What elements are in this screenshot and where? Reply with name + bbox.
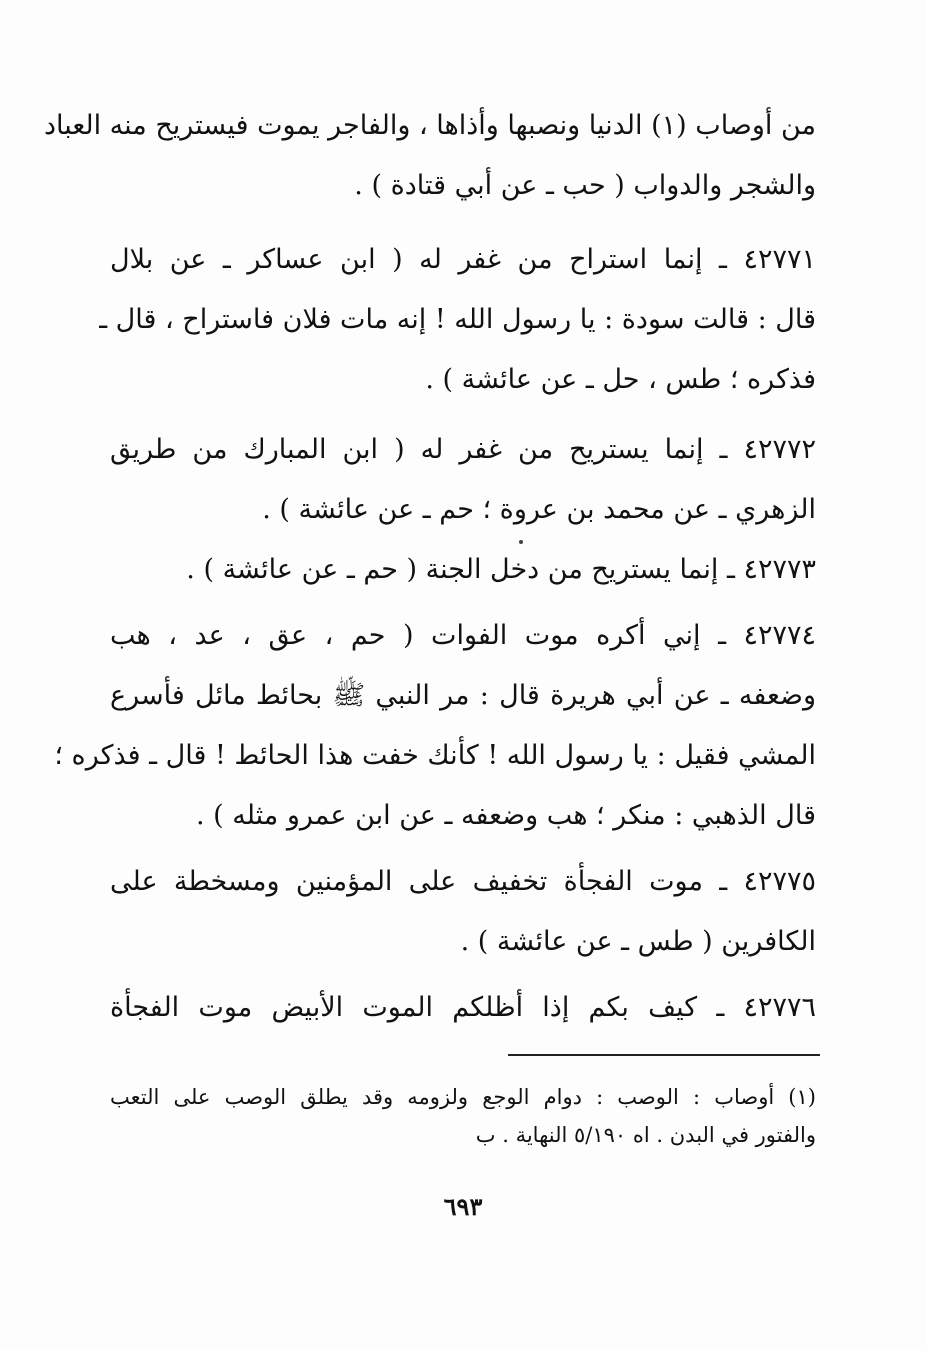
text-line-10: وضعفه ـ عن أبي هريرة قال : مر النبي ﷺ بحائط مائل فأسرع <box>110 680 816 711</box>
hadith-42773 <box>110 540 816 600</box>
footnote-line-2: والفتور في البدن . اه ٥/١٩٠ النهاية . ب <box>475 1123 816 1147</box>
footnote-line-1: (١) أوصاب : الوصب : دوام الوجع ولزومه وقد يطلق الوصب على التعب <box>110 1085 816 1109</box>
hadith-42776 <box>110 978 816 1038</box>
hadith-42775 <box>110 852 816 972</box>
hadith-42774 <box>54 606 816 846</box>
hadith-42771 <box>99 230 816 410</box>
text-line-1: من أوصاب (١) الدنيا ونصبها وأذاها ، والفاجر يموت فيستريح منه العباد <box>43 110 816 141</box>
text-line-15: ٤٢٧٧٦ ـ كيف بكم إذا أظلكم الموت الأبيض موت الفجأة <box>110 992 816 1023</box>
text-line-14: الكافرين ( طس ـ عن عائشة ) . <box>460 926 816 957</box>
hadith-42772 <box>110 420 816 540</box>
footnote <box>110 1078 816 1154</box>
text-line-12: قال الذهبي : منكر ؛ هب وضعفه ـ عن ابن عمرو مثله ) . <box>195 800 816 831</box>
text-line-11: المشي فقيل : يا رسول الله ! كأنك خفت هذا الحائط ! قال ـ فذكره ؛ <box>54 740 816 771</box>
page-number: ٦٩٣ <box>443 1192 483 1221</box>
text-line-9: ٤٢٧٧٤ ـ إني أكره موت الفوات ( حم ، عق ، عد ، هب <box>110 620 816 651</box>
text-line-6: ٤٢٧٧٢ ـ إنما يستريح من غفر له ( ابن المبارك من طريق <box>110 434 816 465</box>
ink-speck <box>519 540 523 544</box>
text-line-5: فذكره ؛ طس ، حل ـ عن عائشة ) . <box>425 364 816 395</box>
text-line-2: والشجر والدواب ( حب ـ عن أبي قتادة ) . <box>354 170 816 201</box>
text-line-13: ٤٢٧٧٥ ـ موت الفجأة تخفيف على المؤمنين ومسخطة على <box>110 866 816 897</box>
text-line-7: الزهري ـ عن محمد بن عروة ؛ حم ـ عن عائشة ) . <box>262 494 816 525</box>
main-text <box>43 96 816 216</box>
text-line-3: ٤٢٧٧١ ـ إنما استراح من غفر له ( ابن عساكر ـ عن بلال <box>110 244 816 275</box>
text-line-8: ٤٢٧٧٣ ـ إنما يستريح من دخل الجنة ( حم ـ عن عائشة ) . <box>186 554 816 585</box>
footnote-separator <box>508 1054 820 1056</box>
text-line-4: قال : قالت سودة : يا رسول الله ! إنه مات فلان فاستراح ، قال ـ <box>99 304 816 335</box>
